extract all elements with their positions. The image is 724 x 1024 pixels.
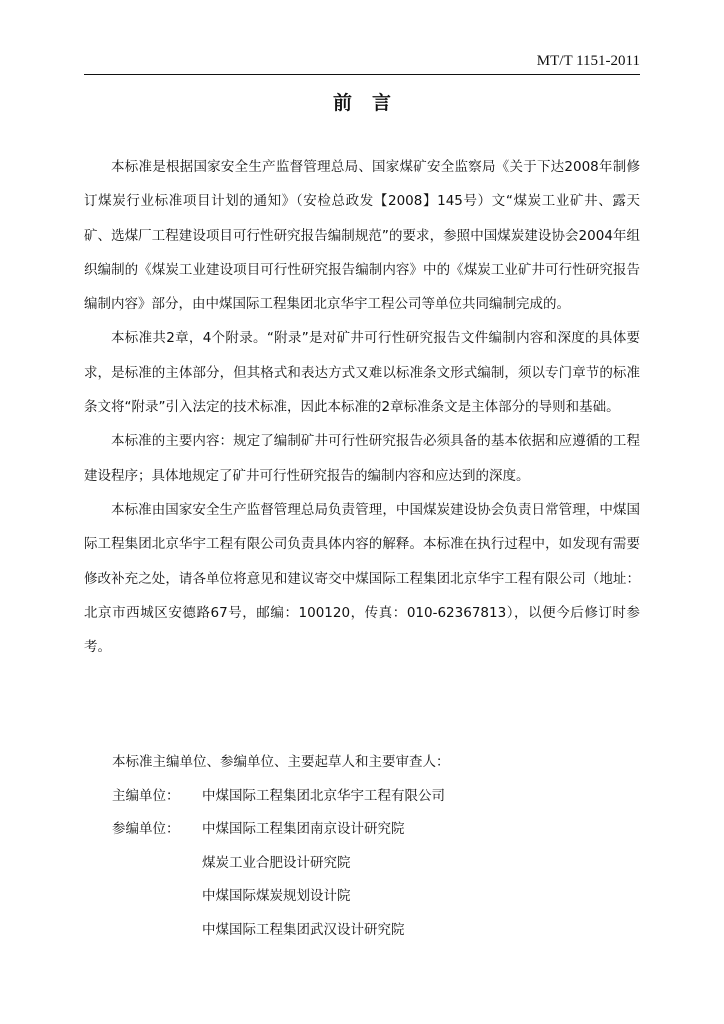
- standard-code: MT/T 1151-2011: [536, 53, 640, 69]
- participating-unit-label: 参编单位：: [112, 821, 180, 837]
- page-title: 前言: [332, 92, 411, 114]
- paragraph: 本标准共2章，4个附录。“附录”是对矿井可行性研究报告文件编制内容和深度的具体要求，是标准的主体部分，但其格式和表达方式又难以标准条文形式编制，须以专门章节的标准条文将“附录”引入法定的技术标准，因此本标准的2章标准条文是主体部分的导则和基础。: [84, 330, 640, 416]
- drafting-intro: 本标准主编单位、参编单位、主要起草人和主要审查人：: [112, 754, 450, 770]
- paragraph: 本标准由国家安全生产监督管理总局负责管理，中国煤炭建设协会负责日常管理，中煤国际工程集团北京华宇工程有限公司负责具体内容的解释。本标准在执行过程中，如发现有需要修改补充之处，请各单位将意见和建议寄交中煤国际工程集团北京华宇工程有限公司（地址：北京市西城区安德路67号，邮编：100120，传真：010-62367813），以便今后修订时参考。: [84, 501, 640, 656]
- header-rule: [84, 74, 640, 75]
- paragraph: 本标准是根据国家安全生产监督管理总局、国家煤矿安全监察局《关于下达2008年制修订煤炭行业标准项目计划的通知》（安检总政发【2008】145号）文“煤炭工业矿井、露天矿、选煤厂工程建设项目可行性研究报告编制规范”的要求，参照中国煤炭建设协会2004年组织编制的《煤炭工业建设项目可行性研究报告编制内容》中的《煤炭工业矿井可行性研究报告编制内容》部分，由中煤国际工程集团北京华宇工程公司等单位共同编制完成的。: [84, 159, 640, 313]
- chief-unit: 中煤国际工程集团北京华宇工程有限公司: [202, 787, 445, 804]
- participating-unit-row: [112, 813, 632, 847]
- drafting-units: [112, 746, 632, 947]
- paragraph: 本标准的主要内容：规定了编制矿井可行性研究报告必须具备的基本依据和应遵循的工程建设程序；具体地规定了矿井可行性研究报告的编制内容和应达到的深度。: [84, 433, 640, 484]
- chief-unit-row: [112, 780, 632, 814]
- participating-unit: 中煤国际工程集团南京设计研究院: [202, 821, 405, 837]
- chief-unit-label: 主编单位：: [112, 787, 180, 804]
- participating-unit: 中煤国际工程集团武汉设计研究院: [202, 921, 405, 938]
- foreword-body: [84, 150, 640, 664]
- participating-unit: 中煤国际煤炭规划设计院: [202, 888, 351, 904]
- participating-unit: 煤炭工业合肥设计研究院: [202, 854, 351, 871]
